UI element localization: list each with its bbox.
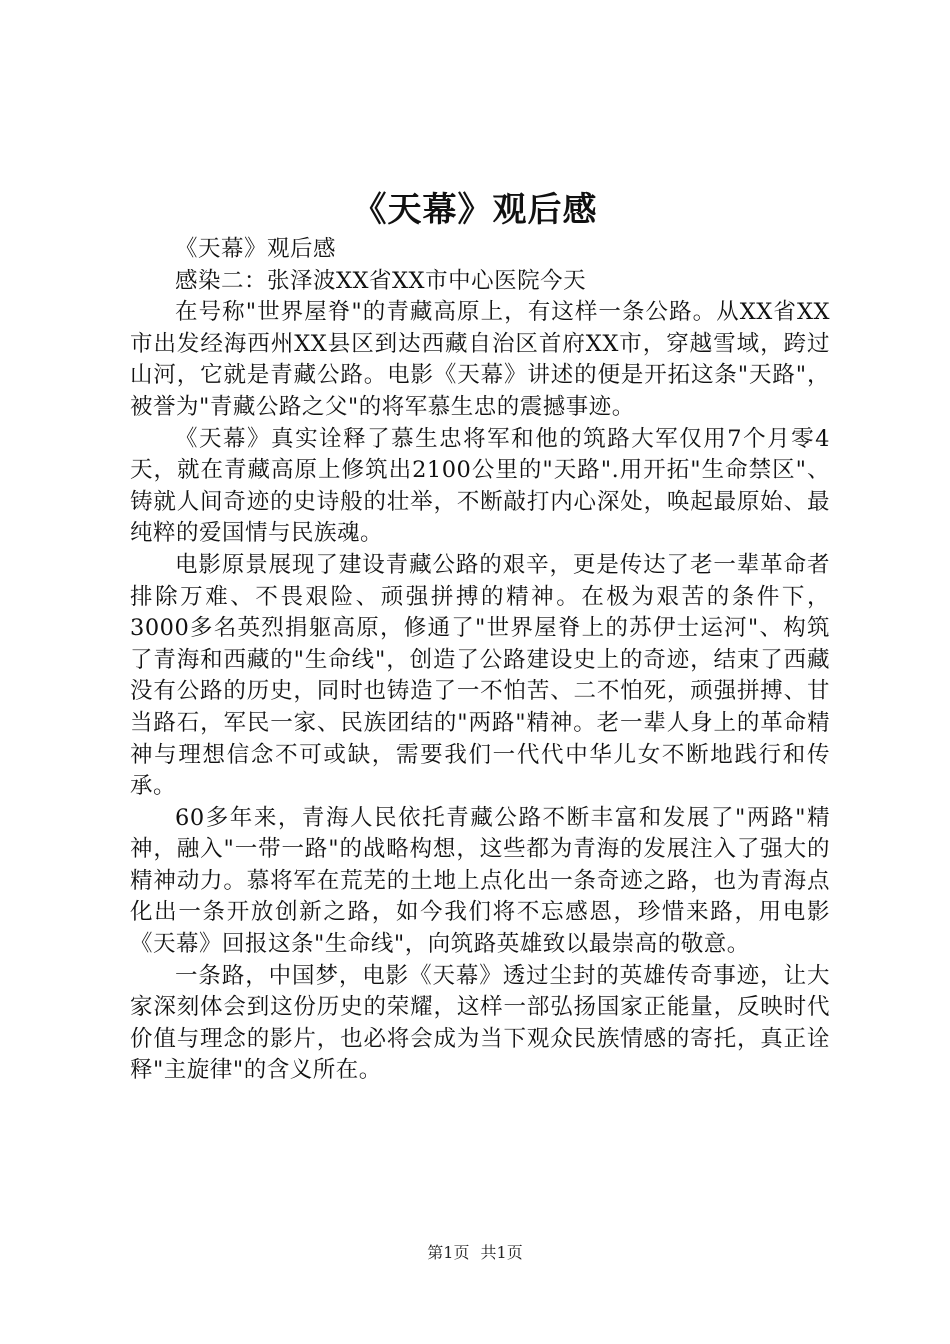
paragraph: 电影原景展现了建设青藏公路的艰辛，更是传达了老一辈革命者排除万难、不畏艰险、顽强拼搏的精神。在极为艰苦的条件下，3000多名英烈捐躯高原，修通了"世界屋脊上的苏伊士运河"、构筑了青海和西藏的"生命线"，创造了公路建设史上的奇迹，结束了西藏没有公路的历史，同时也铸造了一不怕苦、二不怕死，顽强拼搏、甘当路石，军民一家、民族团结的"两路"精神。老一辈人身上的革命精神与理想信念不可或缺，需要我们一代代中华儿女不断地践行和传承。 [130,551,830,800]
page-footer [0,1241,950,1265]
page-number-total: 共1页 [480,1243,523,1262]
document-title: 《天幕》观后感 [352,190,598,230]
document-body [130,234,830,1087]
paragraph: 一条路，中国梦，电影《天幕》透过尘封的英雄传奇事迹，让大家深刻体会到这份历史的荣耀，这样一部弘扬国家正能量，反映时代价值与理念的影片，也必将会成为当下观众民族情感的寄托，真正诠释"主旋律"的含义所在。 [130,962,830,1084]
paragraph-subtitle: 《天幕》观后感 [175,236,337,262]
paragraph: 60多年来，青海人民依托青藏公路不断丰富和发展了"两路"精神，融入"一带一路"的战略构想，这些都为青海的发展注入了强大的精神动力。慕将军在荒芜的土地上点化出一条奇迹之路，也为青海点化出一条开放创新之路，如今我们将不忘感恩，珍惜来路，用电影《天幕》回报这条"生命线"，向筑路英雄致以最崇高的敬意。 [130,804,830,958]
paragraph: 在号称"世界屋脊"的青藏高原上，有这样一条公路。从XX省XX市出发经海西州XX县区到达西藏自治区首府XX市，穿越雪域，跨过山河，它就是青藏公路。电影《天幕》讲述的便是开拓这条"天路"，被誉为"青藏公路之父"的将军慕生忠的震撼事迹。 [130,299,830,420]
page-number-current: 第1页 [427,1243,470,1262]
paragraph: 《天幕》真实诠释了慕生忠将军和他的筑路大军仅用7个月零4天，就在青藏高原上修筑出2100公里的"天路".用开拓"生命禁区"、铸就人间奇迹的史诗般的壮举，不断敲打内心深处，唤起最原始、最纯粹的爱国情与民族魂。 [130,425,830,547]
paragraph-byline: 感染二：张泽波XX省XX市中心医院今天 [175,267,587,294]
